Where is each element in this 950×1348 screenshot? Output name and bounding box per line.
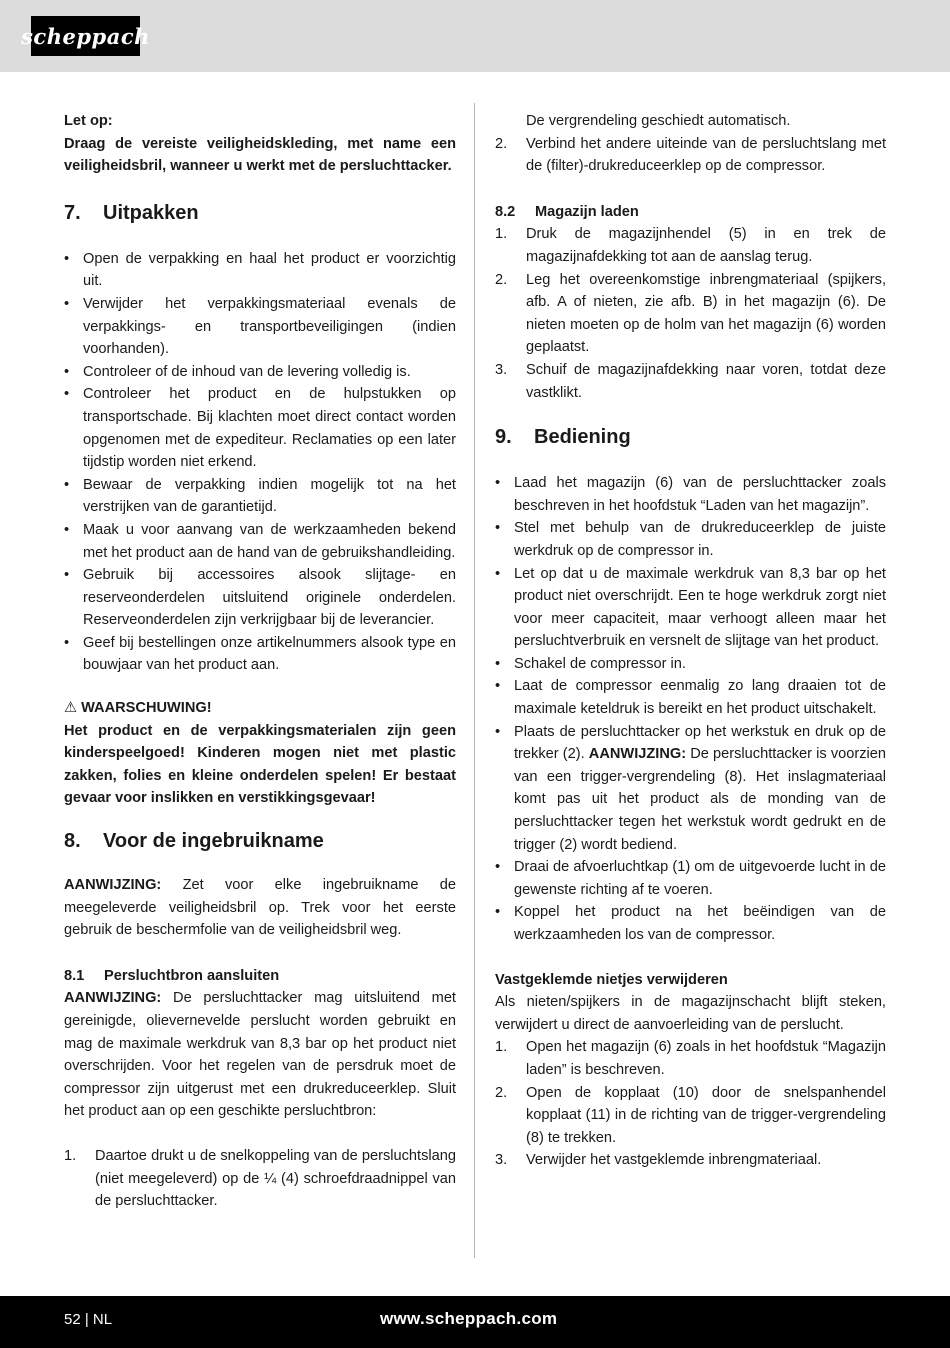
step-text: Verbind het andere uiteinde van de persluchtslang met de (filter)-drukreduceerklep op de compressor.	[526, 135, 886, 175]
step-number: 1.	[64, 1147, 77, 1164]
step-text: Open de kopplaat (10) door de snelspanhendel kopplaat (11) in de richting van de trigger-vergrendeling (8) te trekken.	[526, 1084, 886, 1146]
list-item	[495, 223, 886, 268]
list-item: • Stel met behulp van de drukreduceerklep de juiste werkdruk op de compressor in.	[495, 517, 886, 562]
list-item	[64, 1145, 456, 1213]
note-label: Let op:	[64, 113, 113, 129]
section-number: 7.	[64, 201, 81, 224]
section-7-heading	[64, 200, 456, 226]
step-text: Druk de magazijnhendel (5) in en trek de magazijnafdekking tot aan de aanslag terug.	[526, 226, 886, 265]
page-number: 52 | NL	[64, 1311, 113, 1328]
step-text: Daartoe drukt u de snelkoppeling van de persluchtslang (niet meegeleverd) op de ¼ (4) schroefdraadnippel van de persluchttacker.	[95, 1147, 456, 1210]
item-text: De persluchttacker is voorzien van een trigger-vergrendeling (8). Het inslagmateriaal komt pas uit het product als de monding van de persluchttacker tegen het werkstuk wordt gedrukt en de trigger (2) wordt bediend.	[514, 746, 886, 853]
step-number: 1.	[495, 226, 508, 243]
stuck-staples-steps	[495, 1036, 886, 1172]
connect-steps	[64, 1145, 456, 1213]
list-item	[495, 1149, 886, 1172]
list-item: • Bewaar de verpakking indien mogelijk tot na het verstrijken van de garantietijd.	[64, 474, 456, 519]
warning-triangle-icon: ⚠	[64, 700, 78, 717]
note-label: AANWIJZING:	[588, 746, 687, 763]
section-8-note	[64, 874, 456, 942]
list-item: • Gebruik bij accessoires alsook slijtage- en reserveonderdelen uitsluitend originele onderdelen. Reserveonderdelen zijn verkrijgbaar bij de leverancier.	[64, 564, 456, 632]
list-item: • Geef bij bestellingen onze artikelnummers alsook type en bouwjaar van het product aan.	[64, 632, 456, 677]
list-item	[495, 133, 886, 178]
section-9-heading	[495, 424, 886, 450]
step-number: 2.	[495, 135, 508, 152]
section-number: 8.	[64, 830, 81, 853]
item-text: Plaats de persluchttacker op het werkstuk en druk op de trekker (2).	[514, 723, 886, 763]
note-text: Zet voor elke ingebruikname de meegeleverde veiligheidsbril op. Trek voor het eerste gebruik de beschermfolie van de veiligheidsbril weg.	[64, 877, 456, 939]
list-item	[495, 721, 886, 857]
note-label: AANWIJZING:	[64, 877, 162, 894]
note-text: De persluchttacker mag uitsluitend met gereinigde, olievernevelde perslucht worden gebruikt en mag de maximale werkdruk van 8,3 bar op het product niet overschrijden. Voor het regelen van de persdruk moet de compressor zijn uitgerust met een drukreduceerklep. Sluit het product aan op een geschikte persluchtbron:	[64, 990, 456, 1120]
section-title: Voor de ingebruikname	[103, 830, 324, 853]
list-item: • Maak u voor aanvang van de werkzaamheden bekend met het product aan de hand van de gebruikshandleiding.	[64, 519, 456, 564]
right-column	[495, 110, 886, 1172]
header-bar	[0, 0, 950, 72]
step-number: 3.	[495, 361, 508, 378]
list-item	[495, 1036, 886, 1081]
list-item	[495, 359, 886, 404]
website-url: www.scheppach.com	[380, 1309, 558, 1328]
step-text: Open het magazijn (6) zoals in het hoofdstuk “Magazijn laden” is beschreven.	[526, 1039, 886, 1078]
section-number: 8.2	[495, 203, 516, 220]
section-number: 9.	[495, 426, 512, 449]
list-item: • Controleer of de inhoud van de levering volledig is.	[64, 361, 456, 384]
list-item: • Verwijder het verpakkingsmateriaal evenals de verpakkings- en transportbeveiligingen (indien voorhanden).	[64, 293, 456, 361]
unpacking-list	[64, 248, 456, 677]
list-item: • Laad het magazijn (6) van de persluchttacker zoals beschreven in het hoofdstuk “Laden van het magazijn”.	[495, 472, 886, 517]
list-item: • Draai de afvoerluchtkap (1) om de uitgevoerde lucht in de gewenste richting af te voeren.	[495, 856, 886, 901]
list-item: • Open de verpakking en haal het product er voorzichtig uit.	[64, 248, 456, 293]
section-title: Bediening	[534, 426, 631, 449]
step-number: 3.	[495, 1152, 508, 1169]
list-item: • Controleer het product en de hulpstukken op transportschade. Bij klachten moet direct contact worden opgenomen met de expediteur. Reclamaties op een later tijdstip worden niet erkend.	[64, 383, 456, 473]
section-8-1-heading	[64, 965, 456, 988]
warning-text: Het product en de verpakkingsmaterialen zijn geen kinderspeelgoed! Kinderen mogen niet met plastic zakken, folies en kleine onderdelen spelen! Er bestaat gevaar voor inslikken en verstikkingsgevaar!	[64, 722, 456, 807]
magazine-steps	[495, 223, 886, 404]
scheppach-logo: scheppach	[31, 16, 140, 56]
section-number: 8.1	[64, 967, 85, 984]
warning-title: WAARSCHUWING!	[81, 700, 212, 717]
step-text: Schuif de magazijnafdekking naar voren, totdat deze vastklikt.	[526, 361, 886, 401]
stuck-staples-text: Als nieten/spijkers in de magazijnschacht blijft steken, verwijdert u direct de aanvoerleiding van de perslucht.	[495, 994, 886, 1033]
warning-heading	[64, 697, 456, 720]
connect-steps-continued	[495, 110, 886, 178]
note-text: Draag de vereiste veiligheidskleding, met name een veiligheidsbril, wanneer u werkt met de persluchttacker.	[64, 135, 456, 175]
step-text: Verwijder het vastgeklemde inbrengmateriaal.	[526, 1152, 822, 1169]
list-item: • Let op dat u de maximale werkdruk van 8,3 bar op het product niet overschrijdt. Een te hoge werkdruk zorgt niet voor meer capaciteit, maar verhoogt alleen maar het persluchtverbruik en versnelt de slijtage van het product.	[495, 563, 886, 653]
section-title: Uitpakken	[103, 201, 199, 224]
step-number: 2.	[495, 1084, 508, 1101]
list-item	[495, 1082, 886, 1150]
step-text: Leg het overeenkomstige inbrengmateriaal (spijkers, afb. A of nieten, zie afb. B) in het magazijn (6). De nieten moeten op de holm van het magazijn (6) worden geplaatst.	[526, 271, 886, 356]
step-number: 2.	[495, 271, 508, 288]
list-item: • Koppel het product na het beëindigen van de werkzaamheden los van de compressor.	[495, 901, 886, 946]
column-divider	[474, 103, 475, 1258]
step-number: 1.	[495, 1039, 508, 1056]
note-label: AANWIJZING:	[64, 990, 162, 1007]
stuck-staples-title: Vastgeklemde nietjes verwijderen	[495, 971, 728, 988]
operation-list	[495, 472, 886, 946]
section-8-2-heading	[495, 201, 886, 224]
list-item	[495, 269, 886, 359]
list-item: • Schakel de compressor in.	[495, 653, 886, 676]
list-item: • Laat de compressor eenmalig zo lang draaien tot de maximale keteldruk is bereikt en het product uitschakelt.	[495, 675, 886, 720]
section-8-heading	[64, 828, 456, 854]
left-column	[64, 110, 456, 1213]
list-item-continued: De vergrendeling geschiedt automatisch.	[526, 113, 791, 129]
section-8-1-text	[64, 987, 456, 1123]
section-title: Magazijn laden	[535, 203, 639, 220]
footer-bar	[0, 1296, 950, 1348]
section-title: Persluchtbron aansluiten	[104, 967, 280, 984]
